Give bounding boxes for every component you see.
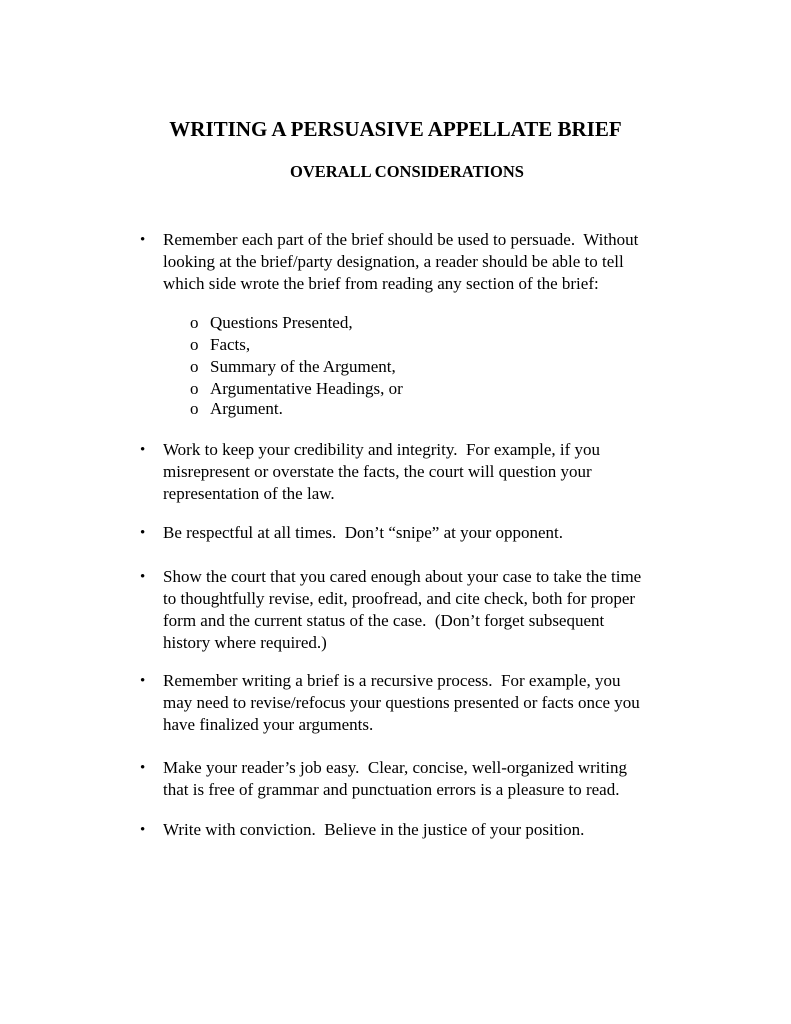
bullet-icon: • (140, 673, 146, 689)
sub-item-text: Argument. (210, 399, 283, 418)
sub-item-text: Argumentative Headings, or (210, 379, 403, 398)
text-line: form and the current status of the case. (Don’t forget subsequent (163, 611, 605, 630)
text-line: history where required.) (163, 633, 327, 652)
text-line: Remember each part of the brief should be used to persuade. Without (163, 230, 639, 249)
text-line: that is free of grammar and punctuation errors is a pleasure to read. (163, 780, 620, 799)
text-line: Make your reader’s job easy. Clear, concise, well-organized writing (163, 758, 627, 777)
text-line: representation of the law. (163, 484, 335, 503)
sub-item-text: Facts, (210, 335, 251, 354)
text-line: may need to revise/refocus your questions presented or facts once you (163, 693, 640, 712)
sub-item-text: Summary of the Argument, (210, 357, 396, 376)
text-line: Be respectful at all times. Don’t “snipe” at your opponent. (163, 523, 564, 542)
text-line: to thoughtfully revise, edit, proofread, and cite check, both for proper (163, 589, 636, 608)
bullet-icon: • (140, 442, 146, 458)
sub-list-item (190, 378, 403, 400)
text-line: Work to keep your credibility and integrity. For example, if you (163, 440, 601, 459)
bullet-icon: • (140, 525, 146, 541)
bullet-icon: • (140, 760, 146, 776)
text-line: have finalized your arguments. (163, 715, 374, 734)
bullet-icon: • (140, 822, 146, 838)
text-line: which side wrote the brief from reading any section of the brief: (163, 274, 599, 293)
sub-list-item (190, 334, 250, 356)
circle-bullet-icon: o (190, 335, 199, 354)
sub-list-item (190, 356, 396, 378)
text-line: Write with conviction. Believe in the justice of your position. (163, 820, 585, 839)
text-line: misrepresent or overstate the facts, the court will question your (163, 462, 592, 481)
bullet-icon: • (140, 569, 146, 585)
sub-list-item (190, 398, 283, 420)
text-line: looking at the brief/party designation, a reader should be able to tell (163, 252, 624, 271)
sub-list-item (190, 312, 353, 334)
text-line: Remember writing a brief is a recursive process. For example, you (163, 671, 621, 690)
text-line: Show the court that you cared enough about your case to take the time (163, 567, 642, 586)
circle-bullet-icon: o (190, 399, 199, 418)
section-heading: OVERALL CONSIDERATIONS (290, 162, 524, 181)
sub-item-text: Questions Presented, (210, 313, 353, 332)
circle-bullet-icon: o (190, 379, 199, 398)
document-title: WRITING A PERSUASIVE APPELLATE BRIEF (169, 117, 622, 141)
bullet-icon: • (140, 232, 146, 248)
circle-bullet-icon: o (190, 357, 199, 376)
circle-bullet-icon: o (190, 313, 199, 332)
